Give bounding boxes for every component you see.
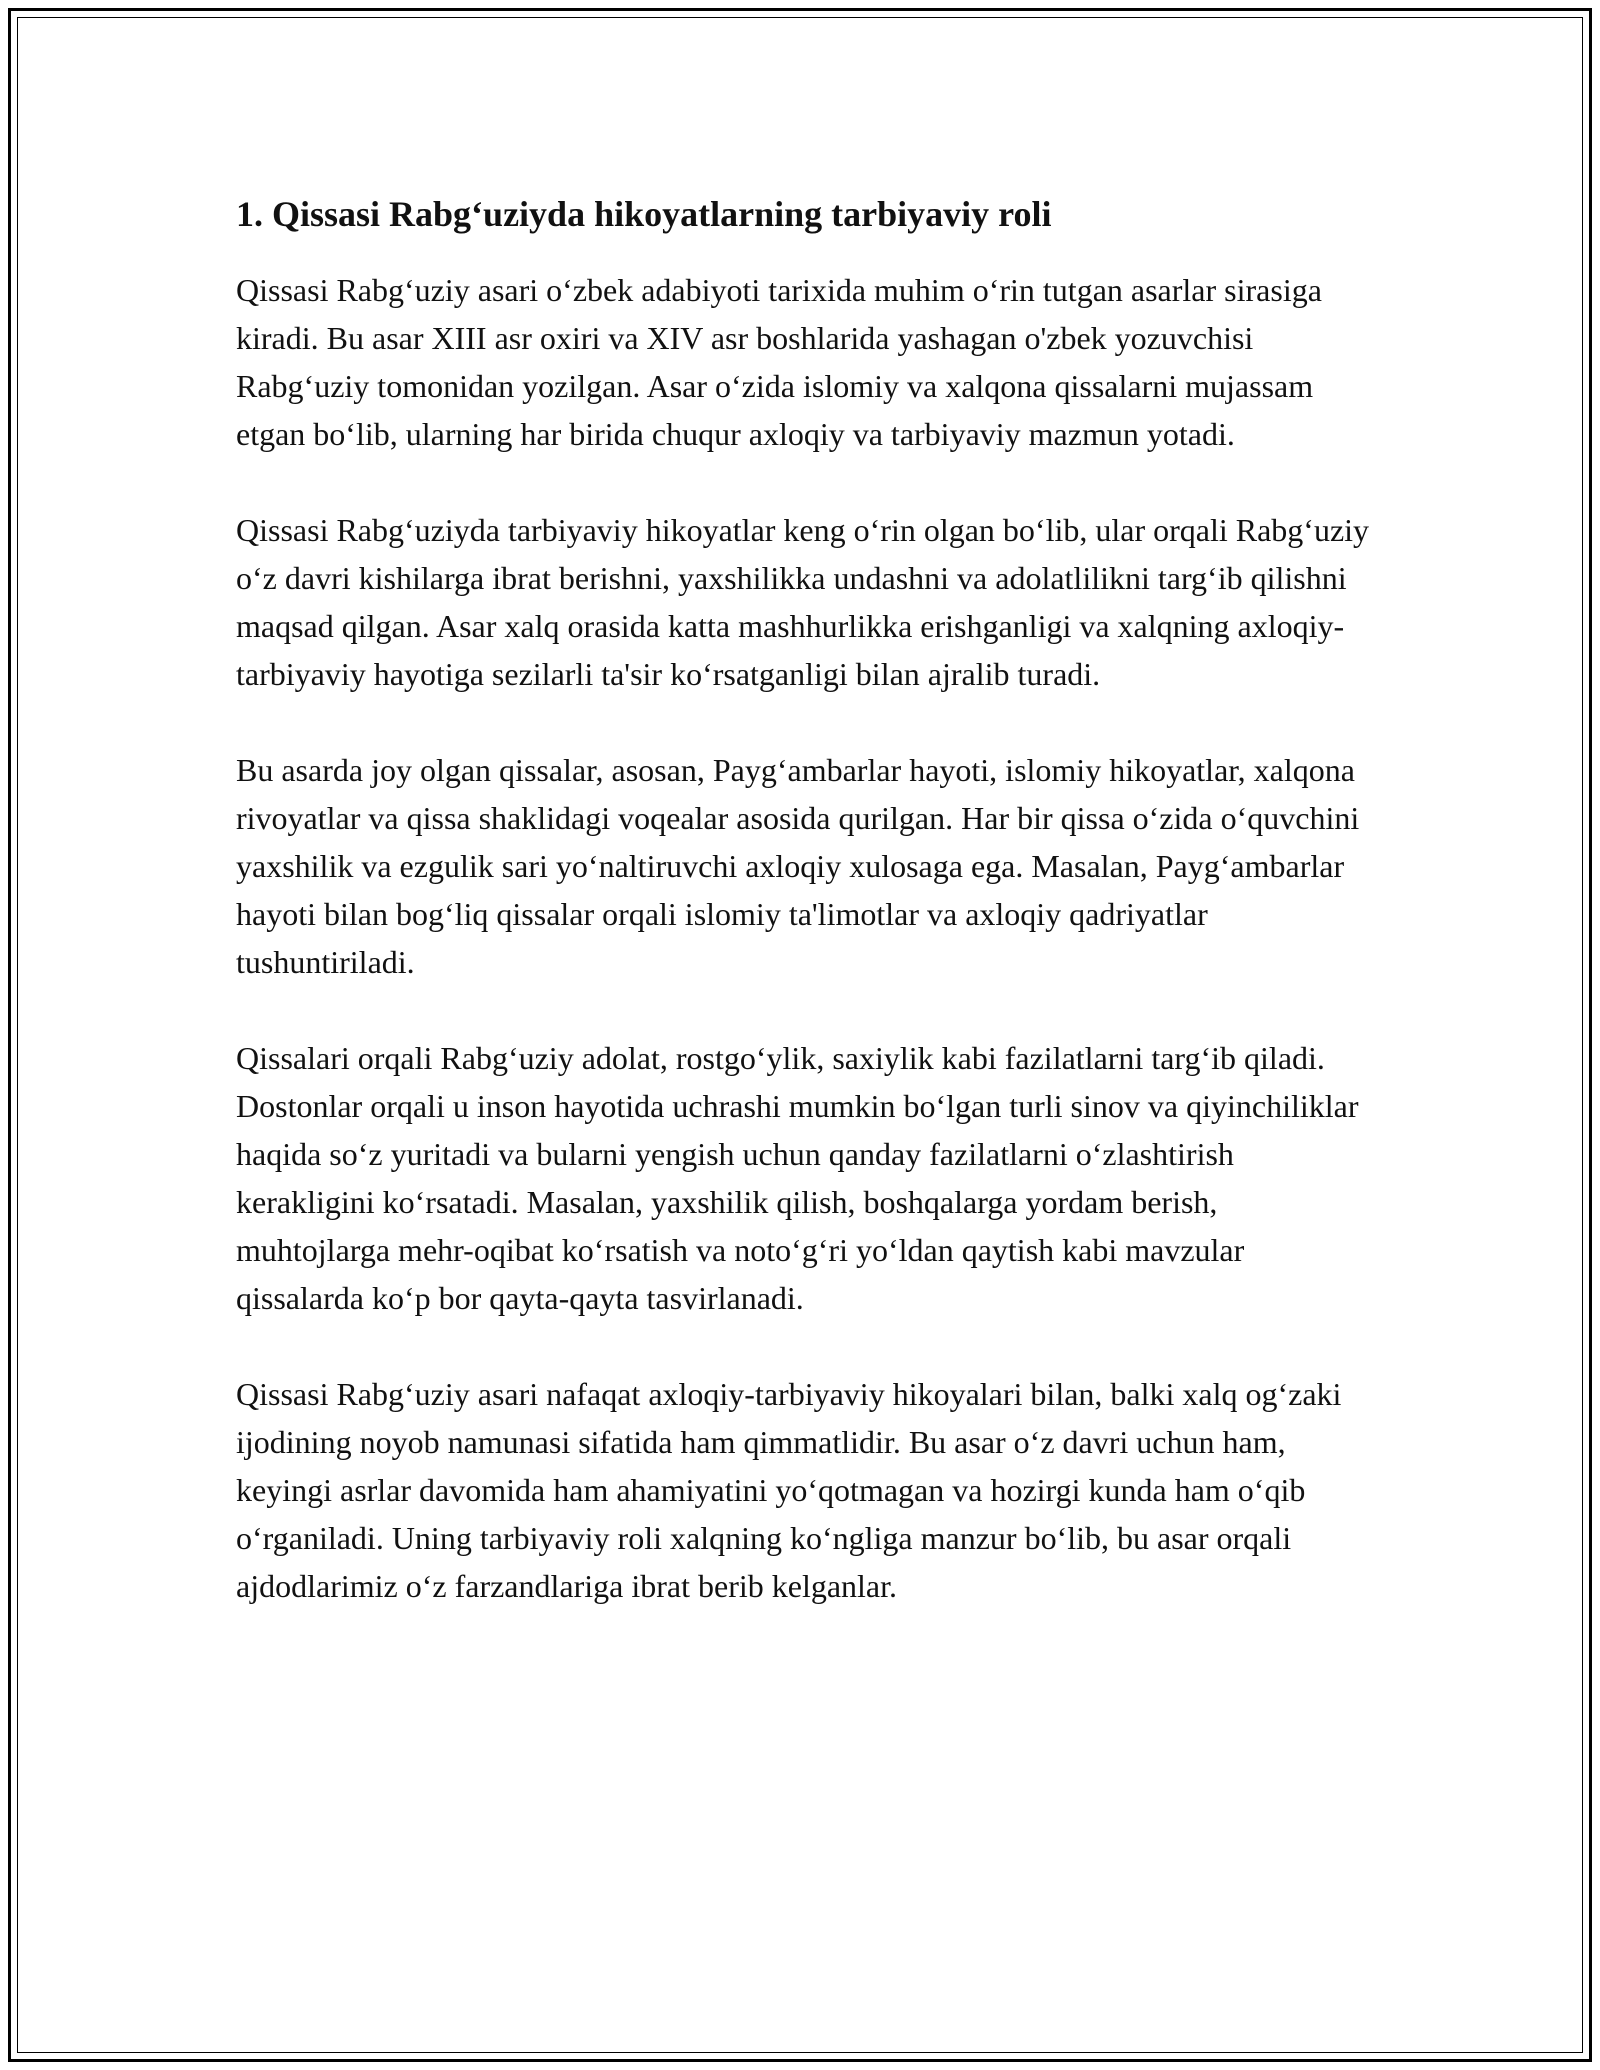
document-body <box>236 188 1376 1610</box>
paragraph-4: Qissalari orqali Rabg‘uziy adolat, rostgo‘ylik, saxiylik kabi fazilatlarni targ‘ib qiladi. Dostonlar orqali u inson hayotida uchrashi mumkin bo‘lgan turli sinov va qiyinchiliklar haqida so‘z yuritadi va bularni yengish uchun qanday fazilatlarni o‘zlashtirish kerakligini ko‘rsatadi. Masalan, yaxshilik qilish, boshqalarga yordam berish, muhtojlarga mehr-oqibat ko‘rsatish va noto‘g‘ri yo‘ldan qaytish kabi mavzular qissalarda ko‘p bor qayta-qayta tasvirlanadi. <box>236 1040 1359 1316</box>
document-title: 1. Qissasi Rabg‘uziyda hikoyatlarning tarbiyaviy roli <box>236 194 1052 234</box>
paragraph-5: Qissasi Rabg‘uziy asari nafaqat axloqiy-tarbiyaviy hikoyalari bilan, balki xalq og‘zaki ijodining noyob namunasi sifatida ham qimmatlidir. Bu asar o‘z davri uchun ham, keyingi asrlar davomida ham ahamiyatini yo‘qotmagan va hozirgi kunda ham o‘qib o‘rganiladi. Uning tarbiyaviy roli xalqning ko‘ngliga manzur bo‘lib, bu asar orqali ajdodlarimiz o‘z farzandlariga ibrat berib kelganlar. <box>236 1376 1342 1604</box>
paragraph-1: Qissasi Rabg‘uziy asari o‘zbek adabiyoti tarixida muhim o‘rin tutgan asarlar sirasiga kiradi. Bu asar XIII asr oxiri va XIV asr boshlarida yashagan o'zbek yozuvchisi Rabg‘uziy tomonidan yozilgan. Asar o‘zida islomiy va xalqona qissalarni mujassam etgan bo‘lib, ularning har birida chuqur axloqiy va tarbiyaviy mazmun yotadi. <box>236 272 1322 452</box>
paragraph-2: Qissasi Rabg‘uziyda tarbiyaviy hikoyatlar keng o‘rin olgan bo‘lib, ular orqali Rabg‘uziy o‘z davri kishilarga ibrat berishni, yaxshilikka undashni va adolatlilikni targ‘ib qilishni maqsad qilgan. Asar xalq orasida katta mashhurlikka erishganligi va xalqning axloqiy-tarbiyaviy hayotiga sezilarli ta'sir ko‘rsatganligi bilan ajralib turadi. <box>236 512 1370 692</box>
paragraph-3: Bu asarda joy olgan qissalar, asosan, Payg‘ambarlar hayoti, islomiy hikoyatlar, xalqona rivoyatlar va qissa shaklidagi voqealar asosida qurilgan. Har bir qissa o‘zida o‘quvchini yaxshilik va ezgulik sari yo‘naltiruvchi axloqiy xulosaga ega. Masalan, Payg‘ambarlar hayoti bilan bog‘liq qissalar orqali islomiy ta'limotlar va axloqiy qadriyatlar tushuntiriladi. <box>236 752 1360 980</box>
